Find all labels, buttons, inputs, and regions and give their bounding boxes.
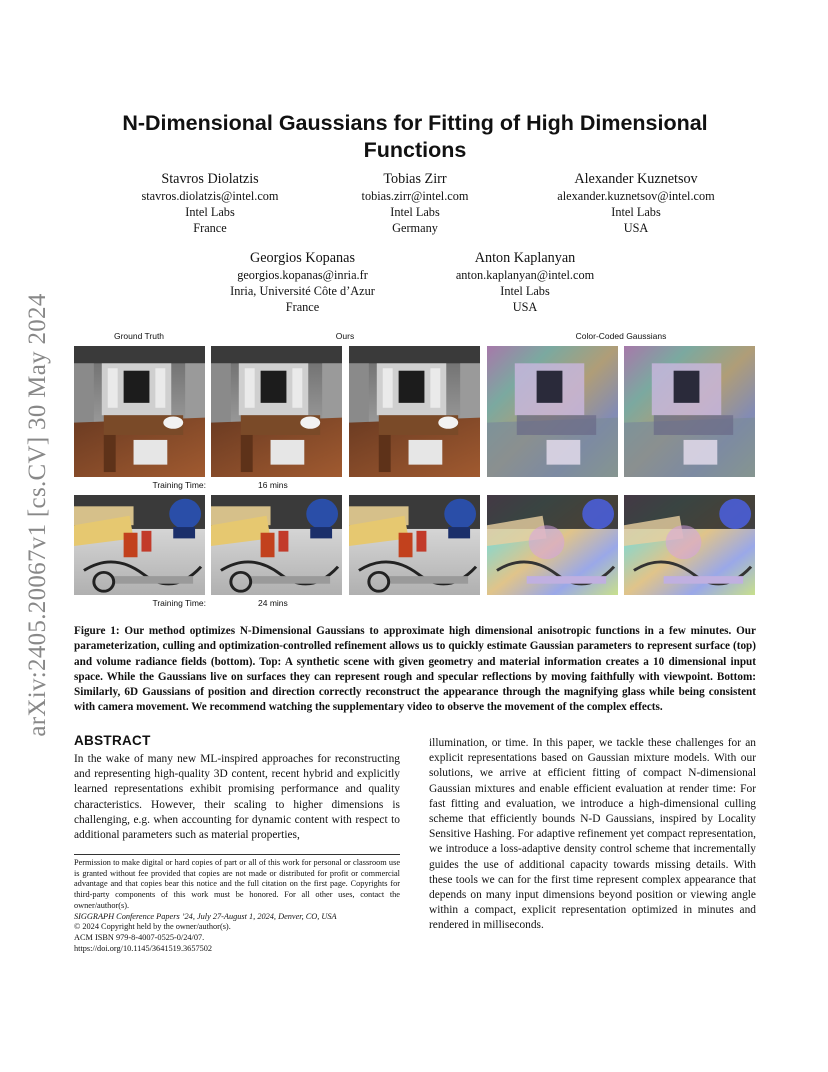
paper-title: N-Dimensional Gaussians for Fitting of High Dimensional Functions — [122, 111, 708, 162]
author-block — [200, 249, 405, 315]
label-ground-truth: Ground Truth — [113, 331, 165, 341]
image-color-coded-desk-view2 — [624, 495, 755, 595]
author-email: alexander.kuznetsov@intel.com — [557, 189, 715, 203]
author-name: Georgios Kopanas — [250, 250, 355, 266]
arxiv-stamp-text: arXiv:2405.20067v1 [cs.CV] 30 May 2024 — [24, 293, 51, 737]
author-country: USA — [512, 300, 538, 314]
footnote — [74, 858, 400, 954]
training-time-value: 24 mins — [258, 598, 288, 608]
author-country: France — [285, 300, 320, 314]
author-email: anton.kaplanyan@intel.com — [455, 268, 595, 282]
training-time-value: 16 mins — [258, 480, 288, 490]
author-block — [315, 170, 515, 236]
doi-link[interactable]: https://doi.org/10.1145/3641519.3657502 — [74, 943, 213, 953]
author-email: georgios.kopanas@inria.fr — [237, 268, 368, 282]
image-color-coded-bathroom-view2 — [624, 346, 755, 477]
author-country: USA — [623, 221, 649, 235]
author-name: Stavros Diolatzis — [161, 171, 259, 187]
section-heading-abstract: ABSTRACT — [74, 733, 151, 748]
author-name: Anton Kaplanyan — [474, 250, 576, 266]
author-block — [521, 170, 751, 236]
label-ours: Ours — [335, 331, 355, 341]
author-email: stavros.diolatzis@intel.com — [141, 189, 279, 203]
author-name: Alexander Kuznetsov — [574, 171, 698, 187]
author-block — [425, 249, 625, 315]
footnote-rule — [74, 854, 400, 855]
author-affiliation: Intel Labs — [390, 205, 440, 219]
arxiv-stamp — [18, 280, 58, 750]
abstract-left-column: In the wake of many new ML-inspired approaches for reconstructing and representing high-quality 3D content, recent hybrid and explicitly learned representations exhibit promising performance and quality characteristics. However, their scaling to higher dimensions is challenging, e.g. when accounting for dynamic content with respect to additional parameters such as material properties, — [74, 753, 400, 842]
author-affiliation: Intel Labs — [611, 205, 661, 219]
author-email: tobias.zirr@intel.com — [361, 189, 469, 203]
author-affiliation: Intel Labs — [500, 284, 550, 298]
author-block — [110, 170, 310, 236]
image-color-coded-desk — [487, 495, 618, 595]
author-country: Germany — [392, 221, 438, 235]
author-affiliation: Intel Labs — [185, 205, 235, 219]
image-color-coded-bathroom — [487, 346, 618, 477]
copyright-line: © 2024 Copyright held by the owner/author(s). — [74, 922, 231, 932]
isbn-line: ACM ISBN 979-8-4007-0525-0/24/07. — [74, 932, 205, 942]
author-country: France — [193, 221, 227, 235]
conference-line: SIGGRAPH Conference Papers ’24, July 27-August 1, 2024, Denver, CO, USA — [74, 911, 337, 921]
image-ground-truth-bathroom — [74, 346, 205, 477]
image-ours-bathroom-view2 — [349, 346, 480, 477]
image-ours-desk-view2 — [349, 495, 480, 595]
image-ground-truth-desk — [74, 495, 205, 595]
training-time-label: Training Time: — [152, 598, 206, 608]
author-affiliation: Inria, Université Côte d’Azur — [230, 284, 375, 298]
image-ours-desk — [211, 495, 342, 595]
permission-notice: Permission to make digital or hard copies of part or all of this work for personal or classroom use is granted without fee provided that copies are not made or distributed for profit or commercial advantage and that copies bear this notice and the full citation on the first page. Copyrights for third-party components of this work must be honored. For all other uses, contact the owner/author(s). — [74, 858, 400, 910]
label-color-coded: Color-Coded Gaussians — [575, 331, 667, 341]
author-name: Tobias Zirr — [383, 171, 447, 187]
abstract-right-column: illumination, or time. In this paper, we tackle these challenges for an explicit representations based on Gaussian mixture models. With our solutions, we arrive at efficient fitting of compact N-dimensional Gaussian mixtures and enable efficient evaluation at render time: For fast fitting and evaluation, we introduce a high-dimensional culling scheme that efficiently bounds N-D Gaussians, inspired by Locality Sensitive Hashing. For adaptive refinement yet compact representation, we introduce a loss-adaptive density control scheme that incrementally guides the use of additional capacity towards missing details. With these tools we can for the first time represent complex appearance that depends on many input dimensions beyond position or viewing angle within a compact, explicit representation optimized in minutes and rendered in milliseconds. — [429, 737, 756, 932]
image-ours-bathroom — [211, 346, 342, 477]
training-time-label: Training Time: — [152, 480, 206, 490]
figure-caption: Figure 1: Our method optimizes N-Dimensional Gaussians to approximate high dimensional anisotropic functions in a few minutes. Our parameterization, culling and optimization-controlled refinement allows us to quickly estimate Gaussian parameters to represent surface (top) and volume radiance fields (bottom). Top: A synthetic scene with given geometry and material information creates a 10 dimensional input space. While the Gaussians live on surfaces they can represent rough and specular reflections by moving faithfully with viewpoint. Bottom: Similarly, 6D Gaussians of position and direction correctly reconstruct the appearance through the magnifying glass while being consistent with camera movement. We recommend watching the supplementary video to observe the movement of the complex effects. — [74, 625, 756, 714]
